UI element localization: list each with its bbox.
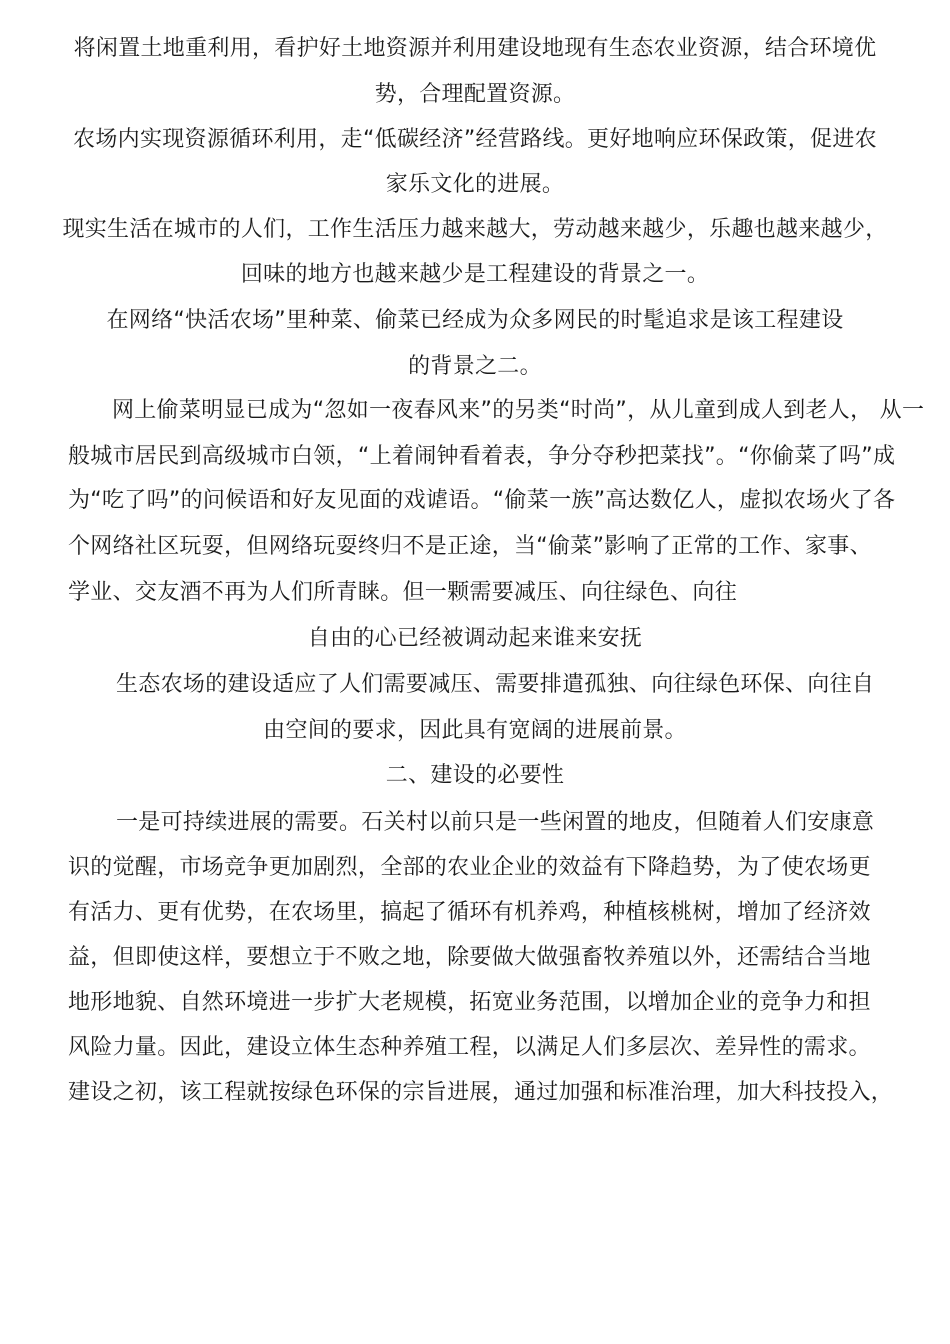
paragraph-1-line-2: 势，合理配置资源。 [374, 82, 576, 107]
paragraph-5-line-4: 个网络社区玩耍，但网络玩耍终归不是正途，当“偷菜”影响了正常的工作、家事、 [68, 534, 872, 559]
paragraph-7-line-7: 建设之初，该工程就按绿色环保的宗旨进展，通过加强和标准治理，加大科技投入， [68, 1080, 894, 1105]
paragraph-3-line-1: 现实生活在城市的人们，工作生活压力越来越大，劳动越来越少，乐趣也越来越少， [62, 217, 888, 242]
paragraph-7-line-4: 益，但即使这样，要想立于不败之地，除要做大做强畜牧养殖以外，还需结合当地 [68, 945, 871, 970]
paragraph-1-line-1: 将闲置土地重利用，看护好土地资源并利用建设地现有生态农业资源，结合环境优 [73, 36, 877, 61]
paragraph-2-line-2: 家乐文化的进展。 [385, 172, 565, 197]
paragraph-5-line-2: 般城市居民到高级城市白领，“上着闹钟看着表，争分夺秒把菜找”。“你偷菜了吗”成 [68, 444, 896, 469]
section-heading: 二、建设的必要性 [385, 763, 565, 788]
paragraph-5-line-6: 自由的心已经被调动起来谁来安抚 [307, 626, 643, 651]
paragraph-3-line-2: 回味的地方也越来越少是工程建设的背景之一。 [240, 262, 710, 287]
paragraph-6-line-1: 生态农场的建设适应了人们需要减压、需要排遣孤独、向往绿色环保、向往自 [116, 672, 875, 697]
paragraph-4-line-2: 的背景之二。 [408, 354, 542, 379]
paragraph-4-line-1: 在网络“快活农场”里种菜、偷菜已经成为众多网民的时髦追求是该工程建设 [106, 308, 844, 333]
paragraph-2-line-1: 农场内实现资源循环利用，走“低碳经济”经营路线。更好地响应环保政策，促进农 [73, 127, 877, 152]
paragraph-7-line-2: 识的觉醒，市场竞争更加剧烈，全部的农业企业的效益有下降趋势，为了使农场更 [68, 855, 871, 880]
paragraph-5-line-5: 学业、交友酒不再为人们所青睐。但一颗需要减压、向往绿色、向往 [68, 580, 738, 605]
paragraph-7-line-5: 地形地貌、自然环境进一步扩大老规模，拓宽业务范围，以增加企业的竞争力和担 [68, 990, 871, 1015]
paragraph-7-line-6: 风险力量。因此，建设立体生态种养殖工程，以满足人们多层次、差异性的需求。 [68, 1035, 871, 1060]
paragraph-7-line-1: 一是可持续进展的需要。石关村以前只是一些闲置的地皮，但随着人们安康意 [116, 810, 875, 835]
paragraph-5-line-1: 网上偷菜明显已成为“忽如一夜春风来”的另类“时尚”，从儿童到成人到老人， 从一 [112, 398, 925, 423]
paragraph-6-line-2: 由空间的要求，因此具有宽阔的进展前景。 [263, 718, 687, 743]
paragraph-5-line-3: 为“吃了吗”的问候语和好友见面的戏谑语。“偷菜一族”高达数亿人，虚拟农场火了各 [68, 488, 896, 513]
paragraph-7-line-3: 有活力、更有优势，在农场里，搞起了循环有机养鸡，种植核桃树，增加了经济效 [68, 900, 871, 925]
